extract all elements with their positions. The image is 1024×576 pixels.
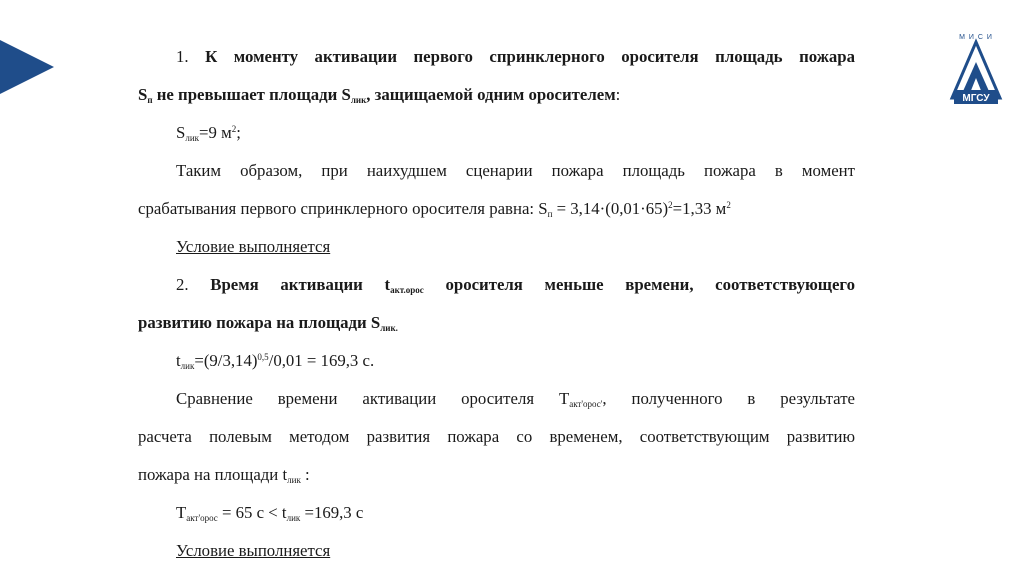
condition-met-2: Условие выполняется xyxy=(176,541,331,560)
paragraph-4-line-2: расчета полевым методом развития пожара со временем, соответствующим развитию xyxy=(138,427,855,446)
paragraph-2-line-2: срабатывания первого спринклерного оросителя равна: $S_п = 3,14\cdot(0,01\cdot 65)^2=1,33$ $м^2$ xyxy=(138,199,731,219)
condition-met-1: Условие выполняется xyxy=(176,237,331,256)
paragraph-4-line-1: Сравнение времени активации оросителя $Т_{акт'орос'}$, полученного в результате xyxy=(176,389,855,409)
t-lik-formula: $t_{лик}=(9/3,14)^{0,5}/0,01 = 169,3$ с. xyxy=(176,351,375,371)
document-body xyxy=(138,44,855,576)
mgsu-logo xyxy=(946,30,1006,106)
paragraph-1-line-1: 1. К моменту активации первого спринклерного оросителя площадь пожара xyxy=(176,47,855,66)
s-lik-value: $S_{лик}=9$ $м^2$; xyxy=(176,123,241,143)
paragraph-3-line-2: развитию пожара на площади $S_{лик.}$ xyxy=(138,313,398,333)
paragraph-3-line-1: 2. Время активации $t_{акт.орос}$ оросителя меньше времени, соответствующего xyxy=(176,275,855,295)
time-comparison: $Т_{акт'орос} = 65$ $с < t_{лик} =169,3$ с xyxy=(176,503,364,523)
paragraph-1-line-2: $S_п$ не превышает площади $S_{лик}$, защищаемой одним оросителем: xyxy=(138,85,621,105)
logo-bottom-text: МГСУ xyxy=(962,93,990,104)
paragraph-2-line-1: Таким образом, при наихудшем сценарии пожара площадь пожара в момент xyxy=(176,161,855,180)
paragraph-4-line-3: пожара на площади $t_{лик}$ : xyxy=(138,465,310,485)
play-triangle-icon[interactable] xyxy=(0,40,54,94)
logo-top-text: М И С И xyxy=(959,34,993,41)
